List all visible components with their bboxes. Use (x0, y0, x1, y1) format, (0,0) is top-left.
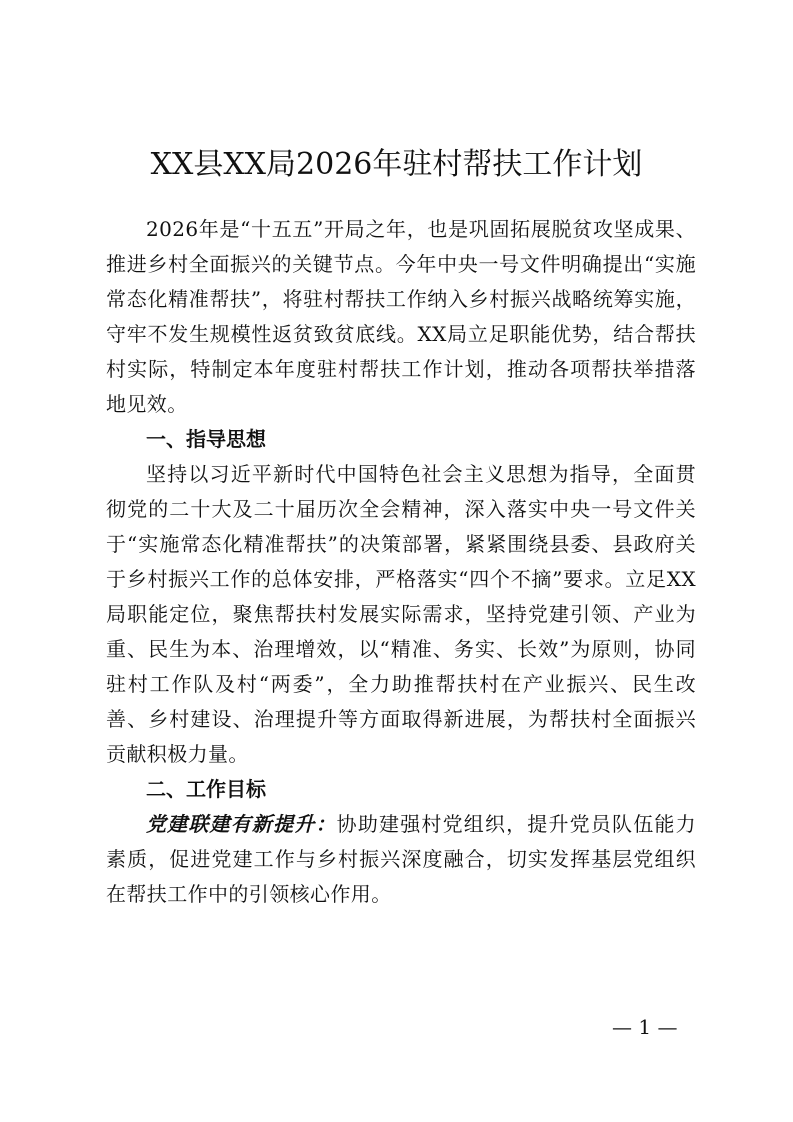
section-heading-guiding-ideology: 一、指导思想 (146, 427, 266, 451)
goal-body-text: 协助建强村党组织，提升党员队伍能力素质，促进党建工作与乡村振兴深度融合，切实发挥基层党组织在帮扶工作中的引领核心作用。 (106, 812, 696, 906)
work-goals-paragraph (106, 807, 696, 912)
intro-paragraph: 2026年是“十五五”开局之年，也是巩固拓展脱贫攻坚成果、推进乡村全面振兴的关键节点。今年中央一号文件明确提出“实施常态化精准帮扶”，将驻村帮扶工作纳入乡村振兴战略统筹实施，守牢不发生规模性返贫致贫底线。XX局立足职能优势，结合帮扶村实际，特制定本年度驻村帮扶工作计划，推动各项帮扶举措落地见效。 (106, 217, 696, 416)
goal-lead-text: 党建联建有新提升： (146, 812, 337, 836)
page-number: — 1 — (612, 1015, 678, 1039)
guiding-ideology-paragraph: 坚持以习近平新时代中国特色社会主义思想为指导，全面贯彻党的二十大及二十届历次全会精神，深入落实中央一号文件关于“实施常态化精准帮扶”的决策部署，紧紧围绕县委、县政府关于乡村振兴工作的总体安排，严格落实“四个不摘”要求。立足XX局职能定位，聚焦帮扶村发展实际需求，坚持党建引领、产业为重、民生为本、治理增效，以“精准、务实、长效”为原则，协同驻村工作队及村“两委”，全力助推帮扶村在产业振兴、民生改善、乡村建设、治理提升等方面取得新进展，为帮扶村全面振兴贡献积极力量。 (106, 462, 696, 766)
document-body (106, 212, 696, 912)
document-title: XX县XX局2026年驻村帮扶工作计划 (150, 147, 643, 182)
section-heading-work-goals: 二、工作目标 (146, 777, 266, 801)
